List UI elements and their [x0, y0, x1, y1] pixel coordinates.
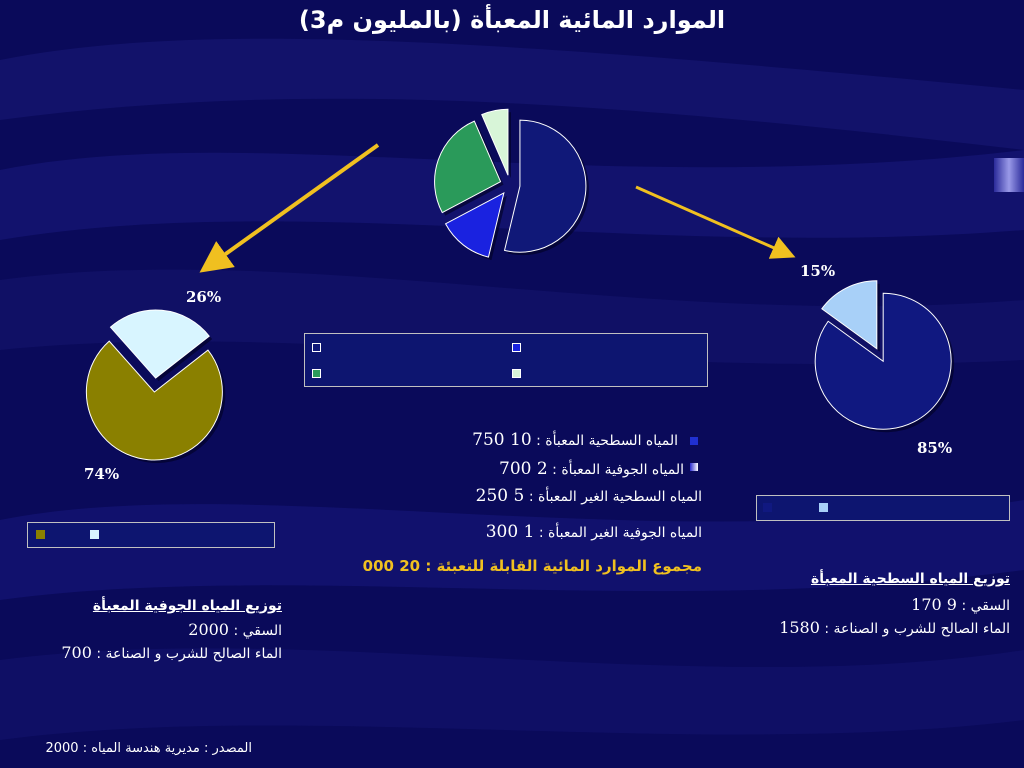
groundwater-heading: توزيع المياه الجوفية المعبأة: [92, 598, 282, 614]
arrow-right: [636, 187, 790, 255]
main-legend: [304, 333, 708, 387]
groundwater-irrigation: [0, 620, 282, 639]
groundwater-distribution: [0, 598, 282, 662]
legend-swatch-3: [312, 369, 321, 378]
stat-row-4: [486, 522, 702, 542]
stat-value-4: 1 300: [485, 522, 535, 542]
label-74: 74%: [84, 465, 120, 483]
stat-value-3: 5 250: [475, 486, 525, 506]
label-15: 15%: [800, 262, 836, 280]
stat-row-3: [476, 486, 702, 506]
label-85: 85%: [917, 439, 953, 457]
legend-swatch-2: [512, 343, 521, 352]
total-label: مجموع الموارد المائية القابلة للتعبئة :: [425, 557, 702, 575]
surface-irrigation-value: 9 170: [911, 595, 957, 614]
right-legend-swatch-1: [763, 503, 772, 512]
groundwater-irrigation-label: السقي :: [233, 623, 282, 639]
left-legend: [27, 522, 275, 548]
right-legend: [756, 495, 1010, 521]
stat-label-3: المياه السطحية الغير المعبأة :: [528, 489, 702, 505]
bullet-1: [690, 437, 698, 445]
surface-drinking-label: الماء الصالح للشرب و الصناعة :: [824, 621, 1010, 637]
groundwater-drinking-value: 700: [61, 643, 92, 662]
source-label: المصدر : مديرية هندسة المياه :: [82, 741, 252, 756]
stat-value-1: 10 750: [472, 430, 532, 450]
left-legend-swatch-1: [36, 530, 45, 539]
surface-heading: توزيع المياه السطحية المعبأة: [810, 571, 1010, 587]
groundwater-pie-chart: [70, 300, 240, 470]
surface-drinking: [690, 618, 1010, 637]
left-legend-swatch-2: [90, 530, 99, 539]
surface-drinking-value: 1580: [779, 618, 820, 637]
stat-label-4: المياه الجوفية الغير المعبأة :: [538, 525, 702, 541]
stat-value-2: 2 700: [499, 459, 548, 479]
source-year: 2000: [45, 741, 79, 756]
bullet-2: [690, 463, 698, 471]
stat-row-2: [499, 459, 684, 479]
stat-label-2: المياه الجوفية المعبأة :: [552, 462, 684, 478]
stat-row-1: [472, 430, 678, 450]
groundwater-drinking-label: الماء الصالح للشرب و الصناعة :: [96, 646, 282, 662]
total-value: 20 000: [362, 557, 421, 575]
arrow-left: [206, 145, 378, 268]
source-note: [45, 741, 252, 756]
surface-irrigation: [690, 595, 1010, 614]
surface-distribution: [690, 571, 1010, 637]
groundwater-irrigation-value: 2000: [188, 620, 229, 639]
legend-swatch-4: [512, 369, 521, 378]
surface-pie-chart: [800, 270, 970, 440]
groundwater-drinking: [0, 643, 282, 662]
right-legend-swatch-2: [819, 503, 828, 512]
total-row: [363, 557, 702, 575]
stat-label-1: المياه السطحية المعبأة :: [536, 433, 678, 449]
legend-swatch-1: [312, 343, 321, 352]
surface-irrigation-label: السقي :: [961, 598, 1010, 614]
label-26: 26%: [186, 288, 222, 306]
page-title: الموارد المائية المعبأة (بالمليون م3): [298, 6, 726, 34]
